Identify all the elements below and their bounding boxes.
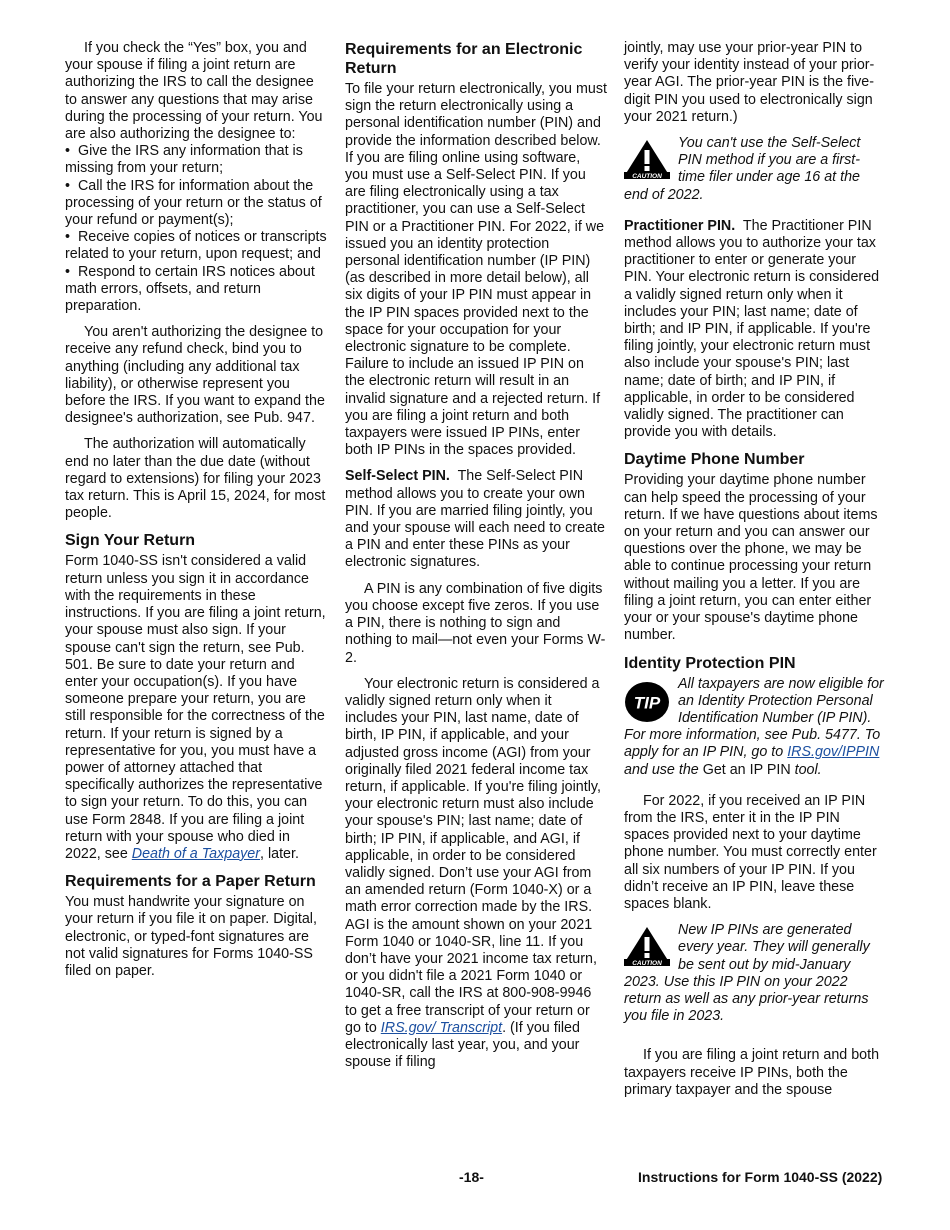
column-middle — [345, 40, 607, 1080]
tip-note-ip-pin: TIP All taxpayers are now eligible for an Identity Protection Personal Identification Number (IP PIN). For more information, see Pub. 5477. To apply for an IP PIN, go to IRS.gov/IPPIN and use the Get an IP PIN tool. — [624, 675, 884, 778]
paper-return-paragraph: You must handwrite your signature on your return if you file it on paper. Digital, electronic, or typed-font signatures are not valid signatures for Forms 1040-SS filed on paper. — [65, 894, 317, 979]
prior-year-pin-paragraph: jointly, may use your prior-year PIN to verify your identity instead of your prior-year AGI. The prior-year PIN is the five-digit PIN you used to electronically sign your 2021 return.) — [624, 40, 875, 125]
irs-ippin-link[interactable]: IRS.gov/IPPIN — [787, 744, 880, 761]
caution-note-new-ip-pins: CAUTION New IP PINs are generated every year. They will generally be sent out by mid-January 2023. Use this IP PIN on your 2022 return as well as any prior-year returns you file in 2023. — [624, 922, 870, 1025]
bullet-item: • Give the IRS any information that is missing from your return; — [65, 143, 303, 177]
electronic-return-paragraph: To file your return electronically, you must sign the return electronically using a personal identification number (PIN) and provide the information described below. If you are filing online using software, you must use a Self-Select PIN. If you are filing electronically using a tax practitioner, you can use a Self-Select PIN or a Practitioner PIN. For 2022, if we issued you an identity protection personal identification number (IP PIN) (as described in more detail below), all six digits of your IP PIN must appear in the IP PIN spaces provided next to the space for your occupation for your electronic signature to be complete. Failure to include an issued IP PIN on the electronic return will result in an invalid signature and a rejected return. If you are filing a joint return and both taxpayers were issued IP PINs, enter both IP PINs in the spaces provided. — [345, 81, 607, 459]
caution-note-first-time-filer: CAUTION You can't use the Self-Select PIN method if you are a first-time filer under age 16 at the end of 2022. — [624, 135, 861, 203]
self-select-pin-paragraph: Self-Select PIN. The Self-Select PIN method allows you to create your own PIN. If you are married filing jointly, you and your spouse will each need to create a PIN and enter these PINs as your electronic signatures. — [345, 468, 605, 571]
joint-return-ip-pin-paragraph: If you are filing a joint return and both taxpayers receive IP PINs, both the primary taxpayer and the spouse — [624, 1047, 880, 1098]
caution-icon — [624, 926, 670, 966]
practitioner-pin-runin-head: Practitioner PIN. — [624, 217, 736, 234]
heading-paper-return: Requirements for a Paper Return — [65, 873, 316, 891]
death-of-taxpayer-link[interactable]: Death of a Taxpayer — [131, 845, 261, 862]
authorization-end-paragraph: The authorization will automatically end no later than the due date (without regard to extensions) for filing your 2023 tax return. This is April 15, 2024, for most people. — [65, 436, 326, 522]
column-right — [624, 40, 886, 1108]
column-left — [65, 40, 327, 989]
ip-pin-entry-paragraph: For 2022, if you received an IP PIN from the IRS, enter it in the IP PIN spaces provided next to your daytime phone number. You must correctly enter all six numbers of your IP PIN. If you didn’t receive an IP PIN, leave these spaces blank. — [624, 792, 877, 912]
daytime-phone-paragraph: Providing your daytime phone number can help speed the processing of your return. If we have questions about items on your return and you can answer our questions over the phone, we may be able to continue processing your return without mailing you a letter. If you are filing a joint return, you can enter either your or your spouse's daytime phone number. — [624, 472, 878, 644]
tip-icon — [624, 680, 670, 724]
svg-text:CAUTION: CAUTION — [632, 173, 662, 180]
designee-limits-paragraph: You aren't authorizing the designee to receive any refund check, bind you to anything (including any additional tax liability), or otherwise represent you before the IRS. If you want to expand the designee's authorization, see Pub. 947. — [65, 324, 325, 427]
practitioner-pin-paragraph: Practitioner PIN. The Practitioner PIN method allows you to authorize your tax practitioner to enter or generate your PIN. Your electronic return is considered a validly signed return only when it includes your PIN; last name; date of birth; and IP PIN, if applicable. If you're filing jointly, your electronic return must also include your spouse's PIN; last name; date of birth; and IP PIN, if applicable, in order to be considered validly signed. The practitioner can provide you with details. — [624, 217, 880, 441]
heading-daytime-phone: Daytime Phone Number — [624, 451, 805, 469]
heading-sign-your-return: Sign Your Return — [65, 532, 196, 550]
svg-text:TIP: TIP — [633, 693, 661, 712]
self-select-pin-runin-head: Self-Select PIN. — [345, 468, 450, 485]
bullet-item: • Call the IRS for information about the processing of your return or the status of your refund or payment(s); — [65, 177, 322, 229]
heading-identity-protection-pin: Identity Protection PIN — [624, 654, 796, 672]
page-number: -18- — [459, 1169, 484, 1185]
heading-electronic-return: Requirements for an Electronic Return — [345, 41, 583, 77]
bullet-item: • Respond to certain IRS notices about math errors, offsets, and return preparation. — [65, 263, 315, 315]
document-title-footer: Instructions for Form 1040-SS (2022) — [638, 1169, 883, 1185]
sign-return-paragraph: Form 1040-SS isn't considered a valid return unless you sign it in accordance with the requirements in these instructions. If you are filing a joint return, your spouse must also sign. If your spouse can't sign the return, see Pub. 501. Be sure to date your return and enter your occupation(s). If you have someone prepare your return, you are still responsible for the correctness of the return. If your return is signed by a representative for you, you must have a power of attorney attached that specifically authorizes the representative to sign your return. To do this, you can use Form 2848. If you are filing a joint return with your spouse who died in 2022, see Death of a Taxpayer, later. — [65, 553, 326, 862]
svg-text:CAUTION: CAUTION — [632, 960, 662, 967]
validly-signed-paragraph: Your electronic return is considered a validly signed return only when it includes your PIN, last name, date of birth, IP PIN, if applicable, and your adjusted gross income (AGI) from your originally filed 2021 federal income tax return, if applicable. If you're filing jointly, your electronic return must also include your spouse's PIN; last name; date of birth; IP PIN, if applicable, and AGI, if applicable, in order to be considered validly signed. Don’t use your AGI from an amended return (Form 1040-X) or a math error correction made by the IRS. AGI is the amount shown on your 2021 Form 1040 or 1040-SR, line 11. If you don’t have your 2021 income tax return, or you didn't file a 2021 Form 1040 or 1040-SR, call the IRS at 800-908-9946 to get a free transcript of your return or go to IRS.gov/ Transcript. (If you filed electronically last year, you, and your spouse if filing — [345, 675, 601, 1071]
bullet-item: • Receive copies of notices or transcripts related to your return, upon request; and — [65, 229, 327, 263]
designee-paragraph: If you check the “Yes” box, you and your spouse if filing a joint return are authorizing the IRS to call the designee to answer any questions that may arise during the processing of your return. You are also authorizing the designee to: — [65, 40, 323, 143]
irs-transcript-link[interactable]: IRS.gov/ Transcript — [380, 1019, 503, 1036]
pin-definition-paragraph: A PIN is any combination of five digits you choose except five zeros. If you use a PIN, there is nothing to sign and nothing to mail—not even your Forms W-2. — [345, 580, 606, 666]
caution-icon — [624, 139, 670, 179]
